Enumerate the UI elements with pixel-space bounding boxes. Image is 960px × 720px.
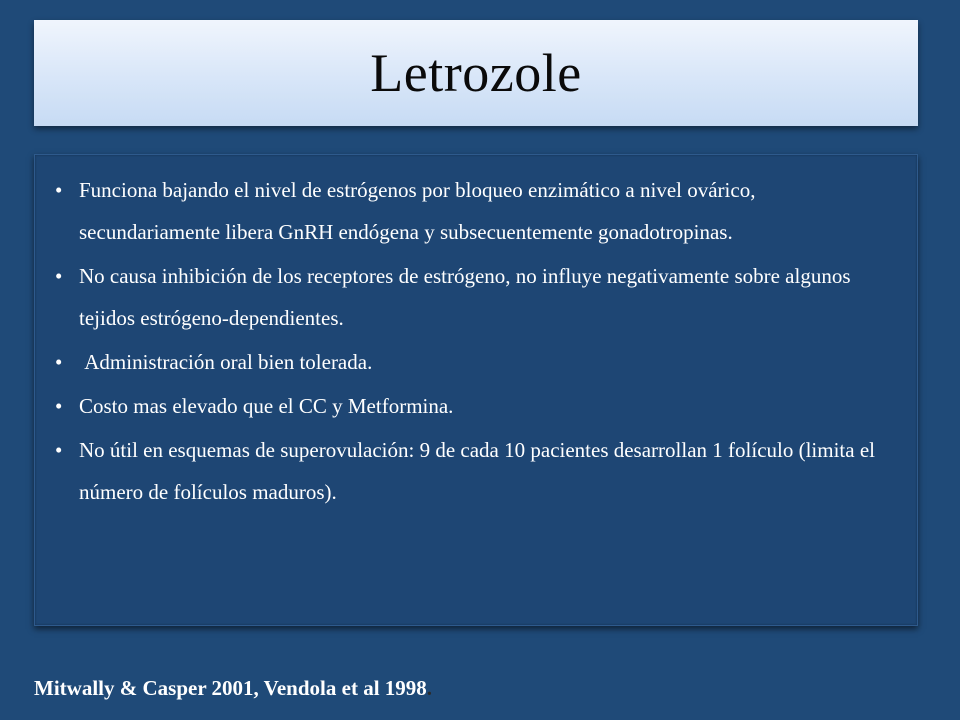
bullet-text: Administración oral bien tolerada. (79, 350, 373, 374)
citation (34, 676, 432, 701)
bullet-dot-icon: • (55, 264, 63, 288)
bullet-text: Funciona bajando el nivel de estrógenos por bloqueo enzimático a nivel ovárico, secundariamente libera GnRH endógena y subsecuentemente gonadotropinas. (79, 178, 756, 244)
content-box (34, 154, 918, 626)
bullet-item (49, 255, 901, 339)
bullet-dot-icon: • (55, 178, 63, 202)
bullet-item (49, 385, 901, 427)
bullet-list (35, 155, 917, 513)
bullet-item (49, 429, 901, 513)
bullet-dot-icon: • (55, 394, 63, 418)
bullet-item (49, 169, 901, 253)
bullet-item (49, 341, 901, 383)
slide-title: Letrozole (370, 43, 582, 103)
citation-text: Mitwally & Casper 2001, Vendola et al 1998 (34, 676, 427, 700)
title-bar (34, 20, 918, 126)
bullet-text: No útil en esquemas de superovulación: 9 de cada 10 pacientes desarrollan 1 folículo (limita el número de folículos maduros). (79, 438, 875, 504)
bullet-dot-icon: • (55, 350, 63, 374)
citation-period: . (426, 676, 433, 700)
bullet-text: No causa inhibición de los receptores de estrógeno, no influye negativamente sobre algunos tejidos estrógeno-dependientes. (79, 264, 851, 330)
bullet-text: Costo mas elevado que el CC y Metformina. (79, 394, 454, 418)
bullet-dot-icon: • (55, 438, 63, 462)
